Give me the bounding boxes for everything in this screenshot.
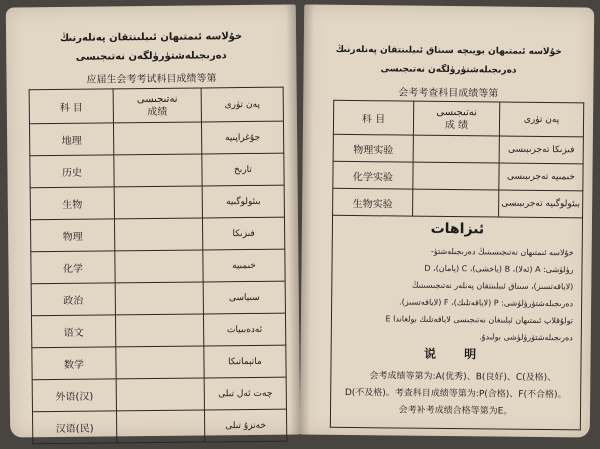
subject-ug: فىزىكا xyxy=(202,217,284,250)
table-row xyxy=(333,134,583,164)
result-cell xyxy=(413,135,499,163)
header-result-ug: نەتىجىسى xyxy=(436,106,478,118)
subject-cn: 化学 xyxy=(31,251,115,284)
header-result xyxy=(413,101,499,136)
header-result xyxy=(113,88,201,123)
right-grade-table xyxy=(330,100,584,431)
header-subject-cn: 科 目 xyxy=(29,89,113,124)
subject-cn: 汉语(民) xyxy=(32,411,116,444)
result-cell xyxy=(115,250,203,283)
subject-ug: تارىخ xyxy=(202,153,284,186)
right-heading-ug-line1: خۇلاسە ئىمتىھان بويىچە سىناق ئىبلىنتقان پەنلەرنىڭ xyxy=(335,44,562,58)
header-subject-cn: 科 目 xyxy=(333,100,413,135)
table-row xyxy=(32,345,286,380)
header-subject-ug: پەن تۈرى xyxy=(499,102,583,137)
result-cell xyxy=(116,378,204,411)
table-row xyxy=(32,409,286,444)
header-result-cn: 成 绩 xyxy=(444,119,469,131)
notes-line: دەرىجىلەشتۈرۈلۈشى: P (لاياقەتلىك)، F (لاياقەتسىز). xyxy=(399,297,574,309)
subject-cn: 化学实验 xyxy=(333,161,413,189)
subject-ug: بىئولوگىيە xyxy=(202,185,284,218)
notes-body-cn xyxy=(337,368,575,421)
left-grade-table xyxy=(29,87,288,445)
right-heading-ug-line2: دەرىجىلەشتۈرۈلگەن نەتىجىسى xyxy=(380,64,517,76)
subject-cn: 外语(汉) xyxy=(32,379,116,412)
notes-line: 会考补考成绩合格等第为E。 xyxy=(398,405,513,417)
notes-line: 会考成绩等第为:A(优秀)、B(良好)、C(及格)、 xyxy=(369,371,557,384)
table-header-row xyxy=(29,87,283,124)
result-cell xyxy=(114,154,202,187)
result-cell xyxy=(116,410,204,443)
result-cell xyxy=(413,189,499,217)
notes-line: دەرىجىلەشتۈرۈلۈشى بولىدۇ. xyxy=(479,332,573,343)
subject-cn: 数学 xyxy=(32,347,116,380)
header-result-ug: نەتىجىسى xyxy=(136,93,178,105)
notes-row xyxy=(330,215,582,430)
notes-body-ug xyxy=(340,242,574,346)
result-cell xyxy=(413,162,499,190)
left-page xyxy=(6,4,300,437)
table-row xyxy=(31,249,285,284)
table-row xyxy=(30,185,284,220)
notes-line: تولۇقلاپ ئىمتىھان ئېلىنغان نەتىجىسى لاياقەتلىك بولغاندا E xyxy=(385,314,574,326)
subject-cn: 语文 xyxy=(31,315,115,348)
table-row xyxy=(31,313,285,348)
table-row xyxy=(333,161,583,191)
left-heading-ug-line2: دەرىجىلەشتۈرۈلگەن نەتىجىسى xyxy=(75,50,227,63)
page-gutter-shadow xyxy=(300,4,315,434)
subject-cn: 历史 xyxy=(30,155,114,188)
table-row xyxy=(30,153,284,188)
subject-ug: بىئولوگىيە تەجرىبىسى xyxy=(499,190,583,218)
subject-cn: 生物实验 xyxy=(333,188,413,216)
left-heading-ug-line1: خۇلاسە ئىمتىھان ئىبلىنتقان پەنلەرنىڭ xyxy=(59,31,243,44)
result-cell xyxy=(113,122,201,155)
subject-ug: فىزىكا تەجرىبىسى xyxy=(499,136,583,164)
result-cell xyxy=(115,314,203,347)
table-row xyxy=(29,121,283,156)
subject-cn: 政治 xyxy=(31,283,115,316)
header-result-cn: 成绩 xyxy=(147,106,168,118)
subject-ug: خىمىيە xyxy=(203,249,285,282)
notes-line: رۈلۈشى: A (ئەلا)، B (ياخشى)، C (يامان)، D xyxy=(424,263,574,275)
subject-ug: چەت ئەل تىلى xyxy=(204,377,286,410)
left-heading-cn: 应届生会考考试科目成绩等第 xyxy=(86,73,217,86)
table-row xyxy=(30,217,284,252)
right-page xyxy=(300,4,594,437)
result-cell xyxy=(114,218,202,251)
notes-title-ug: ئىزاھات xyxy=(430,220,485,238)
result-cell xyxy=(115,282,203,315)
subject-ug: سىياسى xyxy=(203,281,285,314)
subject-ug: جۇغراپىيە xyxy=(201,121,283,154)
subject-cn: 生物 xyxy=(30,187,114,220)
page-gutter-shadow xyxy=(286,4,301,434)
table-row xyxy=(333,188,583,218)
table-row xyxy=(31,281,285,316)
subject-ug: خەنزۇ تىلى xyxy=(204,409,286,442)
header-subject-ug: پەن تۈرى xyxy=(201,87,283,122)
notes-cell xyxy=(330,215,582,430)
table-row xyxy=(32,377,286,412)
notes-title-cn: 说 明 xyxy=(423,346,489,362)
result-cell xyxy=(116,346,204,379)
subject-cn: 物理实验 xyxy=(333,134,413,162)
right-heading-cn: 会考考查科目成绩等第 xyxy=(398,87,499,100)
subject-ug: ئەدەبىيات xyxy=(203,313,285,346)
result-cell xyxy=(114,186,202,219)
notes-line: (لاياقەتسىز)، سىناق ئىبلىنتقان پەنلەر نەتىجىسىنىڭ xyxy=(411,280,574,292)
notes-line: D(不及格)。考查科目成绩等第为:P(合格)、F(不合格)。 xyxy=(344,387,567,401)
table-header-row xyxy=(333,100,583,137)
notes-line: خۇلاسە ئىمتىھان نەتىجىسىنىڭ دەرىجىلەشتۈ- xyxy=(430,246,574,258)
subject-cn: 物理 xyxy=(30,219,114,252)
subject-ug: ماتېماتىكا xyxy=(204,345,286,378)
subject-cn: 地理 xyxy=(29,123,113,156)
subject-ug: خىمىيە تەجرىبىسى xyxy=(499,163,583,191)
